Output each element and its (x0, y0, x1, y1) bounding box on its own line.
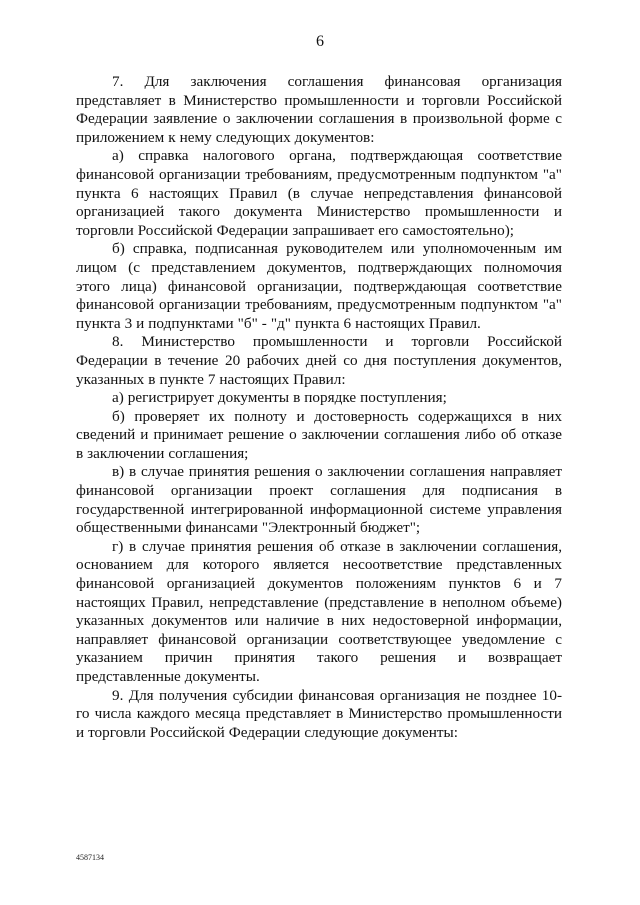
paragraph-8b: б) проверяет их полноту и достоверность содержащихся в них сведений и принимает решение о заключении соглашения либо об отказе в заключении соглашения; (76, 407, 562, 462)
paragraph-7a: а) справка налогового органа, подтверждающая соответствие финансовой организации требованиям, предусмотренным подпунктом "а" пункта 6 настоящих Правил (в случае непредставления финансовой организацией такого документа Министерство промышленности и торговли Российской Федерации запрашивает его самостоятельно); (76, 147, 562, 239)
paragraph-8v: в) в случае принятия решения о заключении соглашения направляет финансовой организации проект соглашения для подписания в государственной интегрированной информационной системе управления общественными финансами "Электронный бюджет"; (76, 463, 562, 537)
document-code: 4587134 (76, 853, 104, 862)
document-body (76, 73, 562, 742)
paragraph-8g: г) в случае принятия решения об отказе в заключении соглашения, основанием для которого является несоответствие представленных финансовой организацией документов положениям пунктов 6 и 7 настоящих Правил, непредставление (представление в неполном объеме) указанных документов или наличие в них недостоверной информации, направляет финансовой организации соответствующее уведомление с указанием причин принятия такого решения и возвращает представленные документы. (76, 537, 562, 685)
paragraph-8a: а) регистрирует документы в порядке поступления; (112, 389, 447, 407)
page-number: 6 (316, 33, 324, 50)
paragraph-7: 7. Для заключения соглашения финансовая организация представляет в Министерство промышленности и торговли Российской Федерации заявление о заключении соглашения в произвольной форме с приложением к нему следующих документов: (76, 73, 562, 146)
paragraph-9: 9. Для получения субсидии финансовая организация не позднее 10-го числа каждого месяца представляет в Министерство промышленности и торговли Российской Федерации следующие документы: (76, 686, 562, 741)
paragraph-8: 8. Министерство промышленности и торговли Российской Федерации в течение 20 рабочих дней со дня поступления документов, указанных в пункте 7 настоящих Правил: (76, 333, 562, 388)
paragraph-7b: б) справка, подписанная руководителем или уполномоченным им лицом (с представлением документов, подтверждающих полномочия этого лица) финансовой организации, подтверждающая соответствие финансовой организации требованиям, предусмотренным подпунктом "а" пункта 3 и подпунктами "б" - "д" пункта 6 настоящих Правил. (76, 240, 562, 332)
